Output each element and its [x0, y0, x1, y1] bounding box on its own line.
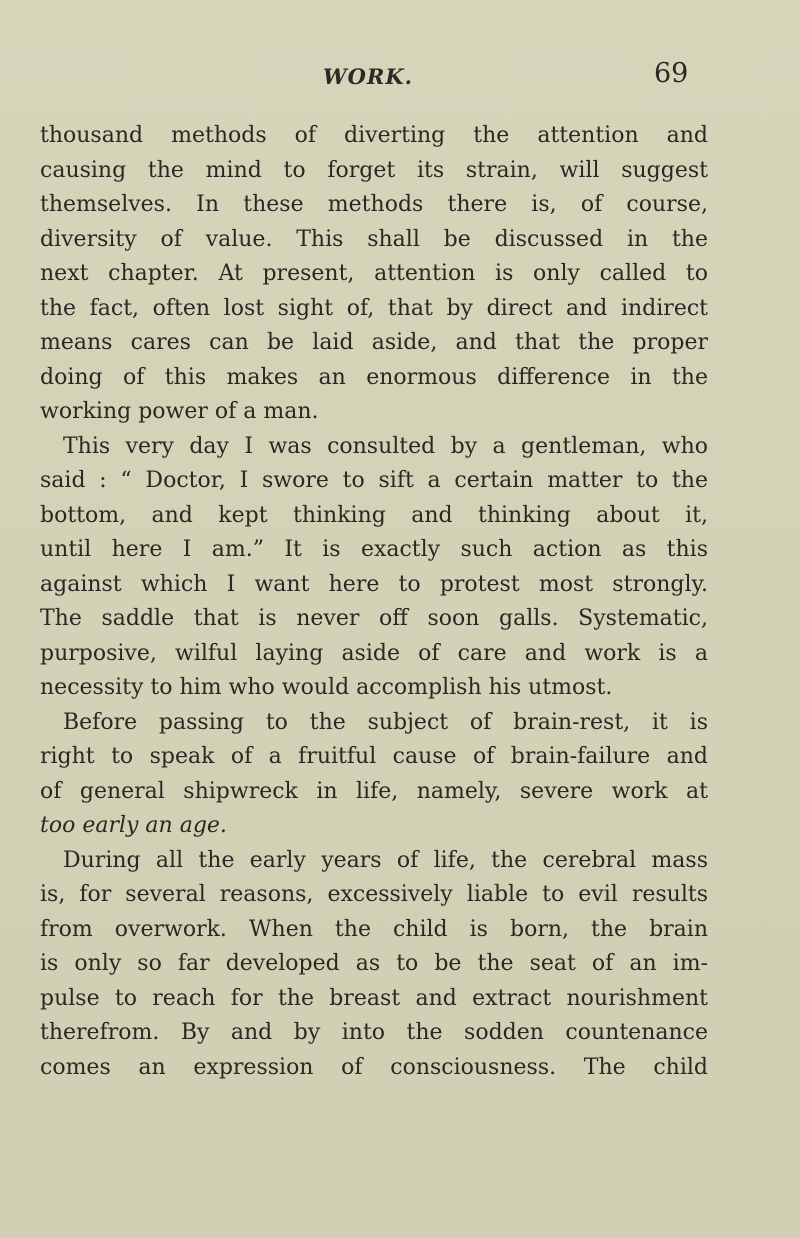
running-head: WORK.: [323, 64, 413, 89]
text-line: is only so far developed as to be the seat of an im-: [40, 951, 708, 976]
text-line: against which I want here to protest most strongly.: [40, 571, 708, 597]
text-line: necessity to him who would accomplish his utmost.: [40, 675, 613, 700]
text-line: purposive, wilful laying aside of care and work is a: [40, 640, 708, 666]
body-text: [40, 119, 708, 1085]
text-line: pulse to reach for the breast and extract nourishment: [40, 985, 708, 1011]
paragraph-start-line: This very day I was consulted by a gentleman, who: [63, 433, 708, 459]
text-line: working power of a man.: [40, 399, 319, 424]
text-line: means cares can be laid aside, and that the proper: [40, 330, 708, 355]
paragraph-start-line: During all the early years of life, the cerebral mass: [63, 847, 708, 873]
page-header: [0, 58, 800, 98]
page-number: 69: [654, 58, 689, 89]
text-line: of general shipwreck in life, namely, severe work at: [40, 778, 708, 804]
text-line: diversity of value. This shall be discussed in the: [40, 226, 708, 252]
text-line: from overwork. When the child is born, the brain: [40, 916, 708, 942]
text-line: thousand methods of diverting the attention and: [40, 123, 708, 148]
text-line: is, for several reasons, excessively liable to evil results: [40, 882, 708, 907]
text-line: The saddle that is never off soon galls. Systematic,: [40, 606, 708, 631]
text-line: bottom, and kept thinking and thinking about it,: [40, 502, 708, 528]
text-line: said : “ Doctor, I swore to sift a certain matter to the: [40, 468, 708, 493]
text-line: themselves. In these methods there is, of course,: [40, 192, 708, 217]
text-line: right to speak of a fruitful cause of brain-failure and: [40, 744, 708, 769]
text-line: the fact, often lost sight of, that by direct and indirect: [40, 295, 708, 321]
text-line: causing the mind to forget its strain, will suggest: [40, 157, 708, 183]
paragraph-start-line: Before passing to the subject of brain-rest, it is: [63, 709, 708, 735]
text-line: comes an expression of consciousness. The child: [40, 1054, 708, 1080]
text-line: next chapter. At present, attention is only called to: [40, 261, 708, 286]
italic-text-line: too early an age.: [40, 813, 227, 838]
text-line: doing of this makes an enormous difference in the: [40, 364, 708, 390]
text-line: therefrom. By and by into the sodden countenance: [40, 1020, 708, 1045]
text-line: until here I am.” It is exactly such action as this: [40, 537, 708, 562]
